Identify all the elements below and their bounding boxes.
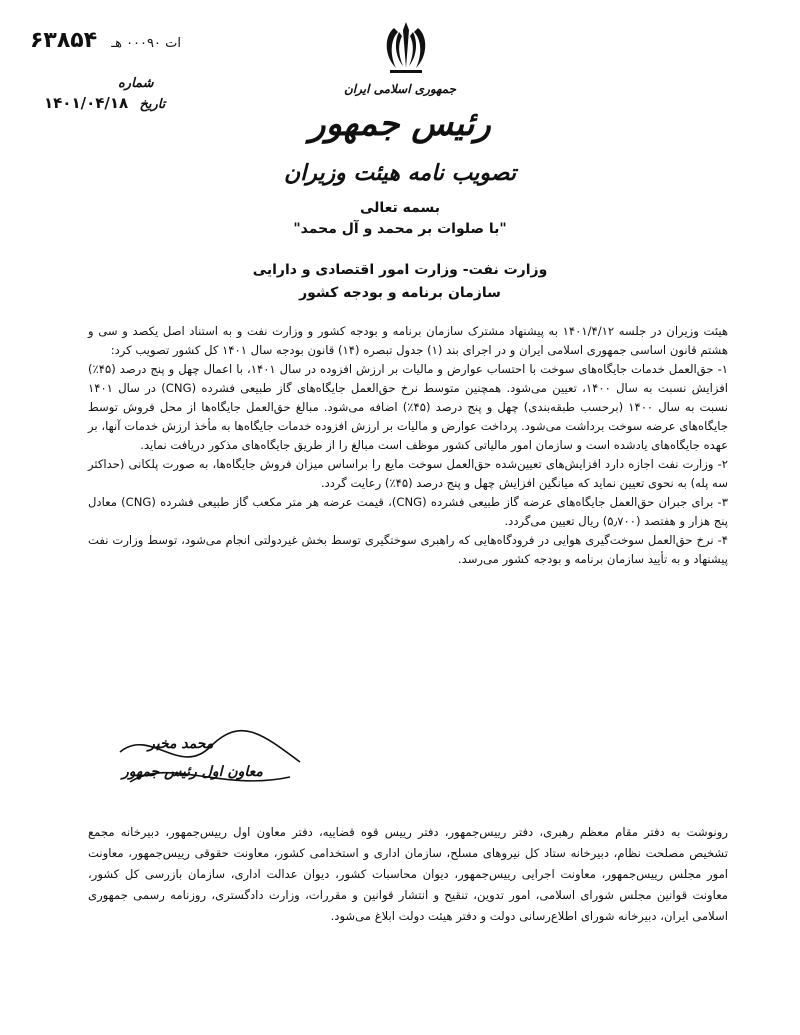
iran-emblem-icon	[376, 18, 436, 78]
signatory-name: محمد مخبر	[148, 736, 214, 752]
body-item-2: ۲- وزارت نفت اجازه دارد افزایش‌های تعیین‌شده حق‌العمل سوخت مایع را براساس میزان فروش جایگاه‌ها، به صورت پلکانی (حداکثر سه پله) به نحوی تعیین نماید که میانگین افزایش چهل و پنج درصد (۴۵٪) رعایت گردد.	[88, 457, 728, 490]
salawat-line: "با صلوات بر محمد و آل محمد"	[293, 221, 507, 237]
body-item-4: ۴- نرخ حق‌العمل سوخت‌گیری هوایی در فرودگاه‌هایی که راهبری سوختگیری توسط بخش غیردولتی انجام می‌شود، توسط وزارت نفت پیشنهاد و به تأیید سازمان برنامه و بودجه کشور می‌رسد.	[88, 533, 728, 566]
signature-scribble	[110, 722, 310, 802]
date-value: ۱۴۰۱/۰۴/۱۸	[44, 94, 129, 112]
body-item-3: ۳- برای جبران حق‌العمل جایگاه‌های عرضه گاز طبیعی فشرده (CNG)، قیمت عرضه هر متر مکعب گاز طبیعی فشرده (CNG) معادل پنج هزار و هفتصد (۵٫۷۰۰) ریال تعیین می‌گردد.	[88, 495, 728, 528]
republic-heading: جمهوری اسلامی ایران	[343, 82, 457, 96]
signatory-title: معاون اول رئیس جمهور	[122, 764, 263, 780]
reference-number: ۶۳۸۵۴	[30, 28, 98, 53]
cabinet-decree-heading: تصویب نامه هیئت وزیران	[284, 160, 516, 186]
reference-prefix: ات ۰۰۰۹۰ هـ	[111, 36, 181, 51]
decree-body	[88, 322, 728, 569]
date-label: تاریخ	[139, 97, 166, 112]
addressee-line-2: سازمان برنامه و بودجه کشور	[299, 285, 501, 301]
distribution-text: رونوشت به دفتر مقام معظم رهبری، دفتر رییس‌جمهور، دفتر رییس قوه قضاییه، دفتر معاون اول رییس‌جمهور، دبیرخانه مجمع تشخیص مصلحت نظام، دبیرخانه ستاد کل نیروهای مسلح، سازمان اداری و استخدامی کشور، معاونت حقوقی رییس‌جمهور، معاونت امور مجلس رییس‌جمهور، معاونت اجرایی رییس‌جمهور، دیوان محاسبات کشور، دیوان عدالت اداری، سازمان بازرسی کل کشور، معاونت قوانین مجلس شورای اسلامی، امور تدوین، تنقیح و انتشار قوانین و مقررات، وزارت دادگستری، روزنامه رسمی جمهوری اسلامی ایران، دبیرخانه شورای اطلاع‌رسانی دولت و دفتر هیئت دولت ابلاغ می‌شود.	[88, 825, 728, 923]
number-label: شماره	[118, 76, 154, 91]
body-item-1: ۱- حق‌العمل خدمات جایگاه‌های سوخت با احتساب عوارض و مالیات بر ارزش افزوده در سال ۱۴۰۱، با اعمال چهل و پنج درصد (۴۵٪) افزایش نسبت به سال ۱۴۰۰، تعیین می‌شود. همچنین متوسط نرخ حق‌العمل جایگاه‌های گاز طبیعی فشرده (CNG) در سال ۱۴۰۱ نسبت به سال ۱۴۰۰ (برحسب طبقه‌بندی) چهل و پنج درصد (۴۵٪) اضافه می‌شود. مبالغ حق‌العمل جایگاه‌ها از محل فروش توسط جایگاه‌های عرضه سوخت برداشت می‌شود. پرداخت عوارض و مالیات بر ارزش افزوده خدمات جایگاه‌ها به مأخذ ارزش خدمات آنها، بر عهده جایگاه‌های یادشده است و سازمان امور مالیاتی کشور موظف است مبالغ را از طریق جایگاه‌های مذکور دریافت نماید.	[88, 362, 729, 452]
bismillah-line: بسمه تعالی	[359, 200, 441, 216]
reference-number-row	[30, 28, 181, 53]
addressee-line-1: وزارت نفت- وزارت امور اقتصادی و دارایی	[252, 262, 548, 278]
president-heading: رئیس جمهور	[309, 104, 491, 144]
body-intro: هیئت وزیران در جلسه ۱۴۰۱/۴/۱۲ به پیشنهاد مشترک سازمان برنامه و بودجه کشور و وزارت نفت و به استناد اصل یکصد و سی و هشتم قانون اساسی جمهوری اسلامی ایران و در اجرای بند (۱) جدول تبصره (۱۴) قانون بودجه سال ۱۴۰۱ کل کشور تصویب کرد:	[88, 324, 729, 357]
distribution-list	[88, 822, 728, 927]
